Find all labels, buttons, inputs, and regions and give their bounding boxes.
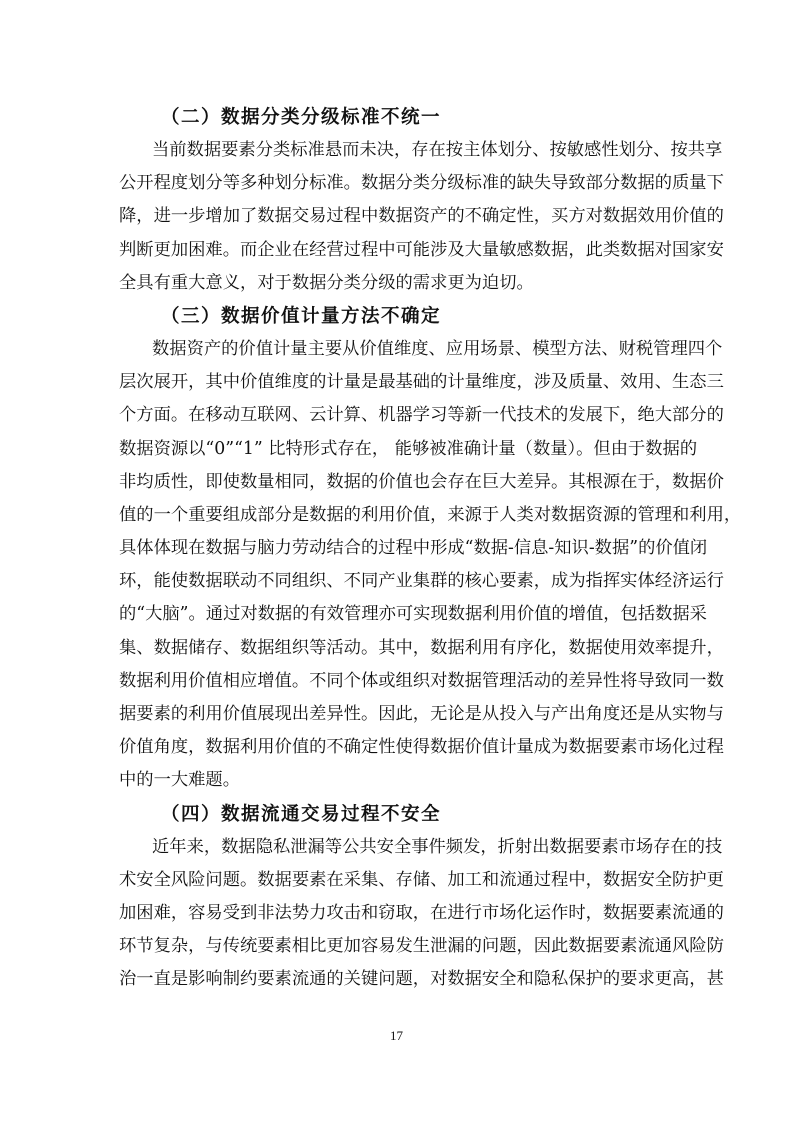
paragraph-line: 当前数据要素分类标准悬而未决，存在按主体划分、按敏感性划分、按共享 — [152, 140, 723, 160]
paragraph-line: 环节复杂，与传统要素相比更加容易发生泄漏的问题，因此数据要素流通风险防 — [119, 936, 724, 957]
paragraph-line: 环，能使数据联动不同组织、不同产业集群的核心要素，成为指挥实体经济运行 — [119, 571, 724, 592]
page-content — [119, 101, 742, 997]
paragraph-line: 中的一大难题。 — [119, 770, 240, 791]
section-heading-3: （三）数据价值计量方法不确定 — [161, 305, 442, 327]
paragraph-line: 的“大脑”。通过对数据的有效管理亦可实现数据利用价值的增值，包括数据采 — [119, 604, 707, 625]
paragraph-line: 个方面。在移动互联网、云计算、机器学习等新一代技术的发展下，绝大部分的 — [119, 405, 724, 426]
paragraph-line: 具体体现在数据与脑力劳动结合的过程中形成“数据-信息-知识-数据”的价值闭 — [119, 538, 708, 559]
paragraph-line: 非均质性，即使数量相同，数据的价值也会存在巨大差异。其根源在于，数据价 — [119, 471, 724, 492]
paragraph-line: 数据资产的价值计量主要从价值维度、应用场景、模型方法、财税管理四个 — [152, 338, 723, 359]
paragraph-line: 降，进一步增加了数据交易过程中数据资产的不确定性，买方对数据效用价值的 — [119, 206, 724, 227]
paragraph-line: 集、数据储存、数据组织等活动。其中，数据利用有序化，数据使用效率提升， — [119, 637, 724, 658]
paragraph-line: 加困难，容易受到非法势力攻击和窃取，在进行市场化运作时，数据要素流通的 — [119, 902, 724, 923]
section-heading-2: （二）数据分类分级标准不统一 — [161, 107, 442, 128]
paragraph-line: 数据资源以“0”“1” 比特形式存在， 能够被准确计量（数量）。但由于数据的 — [119, 438, 698, 459]
paragraph-line: 治一直是影响制约要素流通的关键问题，对数据安全和隐私保护的要求更高，甚 — [119, 969, 724, 990]
paragraph-line: 层次展开，其中价值维度的计量是最基础的计量维度，涉及质量、效用、生态三 — [119, 372, 724, 393]
paragraph-line: 全具有重大意义，对于数据分类分级的需求更为迫切。 — [119, 272, 534, 293]
paragraph-line: 近年来，数据隐私泄漏等公共安全事件频发，折射出数据要素市场存在的技 — [152, 836, 723, 857]
section-heading-4: （四）数据流通交易过程不安全 — [161, 803, 442, 825]
paragraph-line: 术安全风险问题。数据要素在采集、存储、加工和流通过程中，数据安全防护更 — [119, 869, 724, 890]
page-number: 17 — [390, 1028, 403, 1043]
paragraph-line: 数据利用价值相应增值。不同个体或组织对数据管理活动的差异性将导致同一数 — [119, 670, 724, 691]
paragraph-line: 价值角度，数据利用价值的不确定性使得数据价值计量成为数据要素市场化过程 — [119, 737, 724, 758]
paragraph-line: 据要素的利用价值展现出差异性。因此，无论是从投入与产出角度还是从实物与 — [119, 704, 724, 724]
paragraph-4 — [119, 831, 724, 997]
paragraph-line: 判断更加困难。而企业在经营过程中可能涉及大量敏感数据，此类数据对国家安 — [119, 239, 724, 260]
paragraph-line: 值的一个重要组成部分是数据的利用价值，来源于人类对数据资源的管理和利用， — [119, 504, 742, 525]
paragraph-2 — [119, 134, 724, 300]
paragraph-line: 公开程度划分等多种划分标准。数据分类分级标准的缺失导致部分数据的质量下 — [119, 173, 724, 194]
paragraph-3 — [119, 333, 742, 798]
